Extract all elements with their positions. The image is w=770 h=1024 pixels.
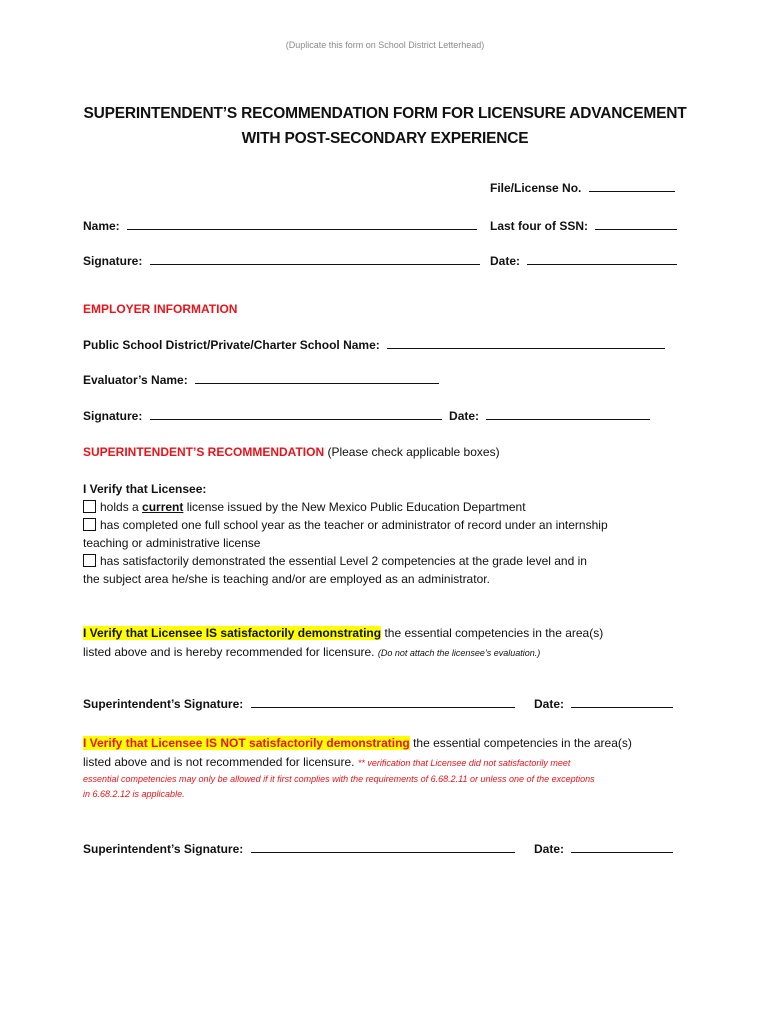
superintendent-date-field-2[interactable] (571, 842, 673, 853)
check1-post: license issued by the New Mexico Public Education Department (183, 500, 526, 514)
evaluator-label: Evaluator’s Name: (83, 373, 188, 387)
not-satisfactory-statement (83, 734, 683, 802)
check-school-year (83, 516, 683, 534)
name-row (83, 219, 477, 233)
file-license-row (490, 181, 675, 195)
superintendent-date-label-2: Date: (534, 842, 565, 856)
not-satisfactory-note-inline: ** verification that Licensee did not satisfactorily meet (357, 758, 571, 768)
ssn-label: Last four of SSN: (490, 219, 588, 233)
checkbox-current-license[interactable] (83, 500, 96, 513)
applicant-signature-row (83, 254, 480, 268)
checkbox-school-year[interactable] (83, 518, 96, 531)
superintendent-signature-label-1: Superintendent’s Signature: (83, 697, 244, 711)
letterhead-note: (Duplicate this form on School District Letterhead) (285, 40, 485, 50)
verification-checklist (83, 480, 683, 588)
is-satisfactory-statement (83, 624, 683, 663)
school-name-row (83, 338, 665, 352)
check-competencies (83, 552, 683, 570)
applicant-date-label: Date: (490, 254, 521, 268)
check2-line1: has completed one full school year as the teacher or administrator of record under an internship (100, 518, 608, 532)
verify-label: I Verify that Licensee: (83, 482, 207, 496)
evaluation-note: (Do not attach the licensee’s evaluation.) (377, 648, 541, 658)
ssn-row (490, 219, 677, 233)
is-satisfactory-highlight: I Verify that Licensee IS satisfactorily demonstrating (83, 626, 382, 640)
employer-signature-field[interactable] (150, 409, 442, 420)
file-license-field[interactable] (589, 181, 675, 192)
superintendent-signature-row-1 (83, 697, 515, 711)
evaluator-row (83, 373, 439, 387)
name-label: Name: (83, 219, 120, 233)
superintendent-signature-field-1[interactable] (251, 697, 515, 708)
recommendation-heading-note: (Please check applicable boxes) (327, 445, 500, 459)
check1-pre: holds a (100, 500, 143, 514)
superintendent-date-field-1[interactable] (571, 697, 673, 708)
superintendent-date-label-1: Date: (534, 697, 565, 711)
ssn-field[interactable] (595, 219, 677, 230)
not-satisfactory-highlight: I Verify that Licensee IS NOT satisfactorily demonstrating (83, 736, 410, 750)
is-satisfactory-rest: the essential competencies in the area(s) (381, 626, 604, 640)
not-satisfactory-line2: listed above and is not recommended for licensure. (83, 755, 355, 769)
file-license-label: File/License No. (490, 181, 582, 195)
not-satisfactory-rest: the essential competencies in the area(s) (409, 736, 632, 750)
is-satisfactory-line2: listed above and is hereby recommended for licensure. (83, 645, 375, 659)
employer-signature-label: Signature: (83, 409, 143, 423)
superintendent-signature-label-2: Superintendent’s Signature: (83, 842, 244, 856)
check3-line1: has satisfactorily demonstrated the essential Level 2 competencies at the grade level and in (100, 554, 587, 568)
employer-date-label: Date: (449, 409, 480, 423)
evaluator-field[interactable] (195, 373, 439, 384)
superintendent-date-row-2 (534, 842, 673, 856)
check-current-license (83, 498, 683, 516)
employer-signature-row (83, 409, 650, 423)
not-satisfactory-note-line2: essential competencies may only be allowed if it first complies with the requirements of 6.68.2.11 or unless one of the exceptions (83, 774, 595, 784)
employer-heading: EMPLOYER INFORMATION (83, 302, 238, 316)
check1-emphasis: current (142, 500, 184, 514)
superintendent-date-row-1 (534, 697, 673, 711)
applicant-signature-field[interactable] (150, 254, 480, 265)
title-line-2: WITH POST-SECONDARY EXPERIENCE (241, 130, 529, 147)
school-name-label: Public School District/Private/Charter School Name: (83, 338, 380, 352)
employer-date-field[interactable] (486, 409, 650, 420)
recommendation-heading-row (83, 445, 500, 459)
checkbox-competencies[interactable] (83, 554, 96, 567)
not-satisfactory-note-line3: in 6.68.2.12 is applicable. (83, 789, 185, 799)
name-field[interactable] (127, 219, 477, 230)
superintendent-signature-field-2[interactable] (251, 842, 515, 853)
superintendent-signature-row-2 (83, 842, 515, 856)
applicant-signature-label: Signature: (83, 254, 143, 268)
applicant-date-field[interactable] (527, 254, 677, 265)
check2-line2: teaching or administrative license (83, 536, 261, 550)
school-name-field[interactable] (387, 338, 665, 349)
form-title (60, 101, 710, 151)
applicant-date-row (490, 254, 677, 268)
check3-line2: the subject area he/she is teaching and/or are employed as an administrator. (83, 572, 490, 586)
title-line-1: SUPERINTENDENT’S RECOMMENDATION FORM FOR LICENSURE ADVANCEMENT (83, 105, 687, 122)
recommendation-heading: SUPERINTENDENT’S RECOMMENDATION (83, 445, 325, 459)
